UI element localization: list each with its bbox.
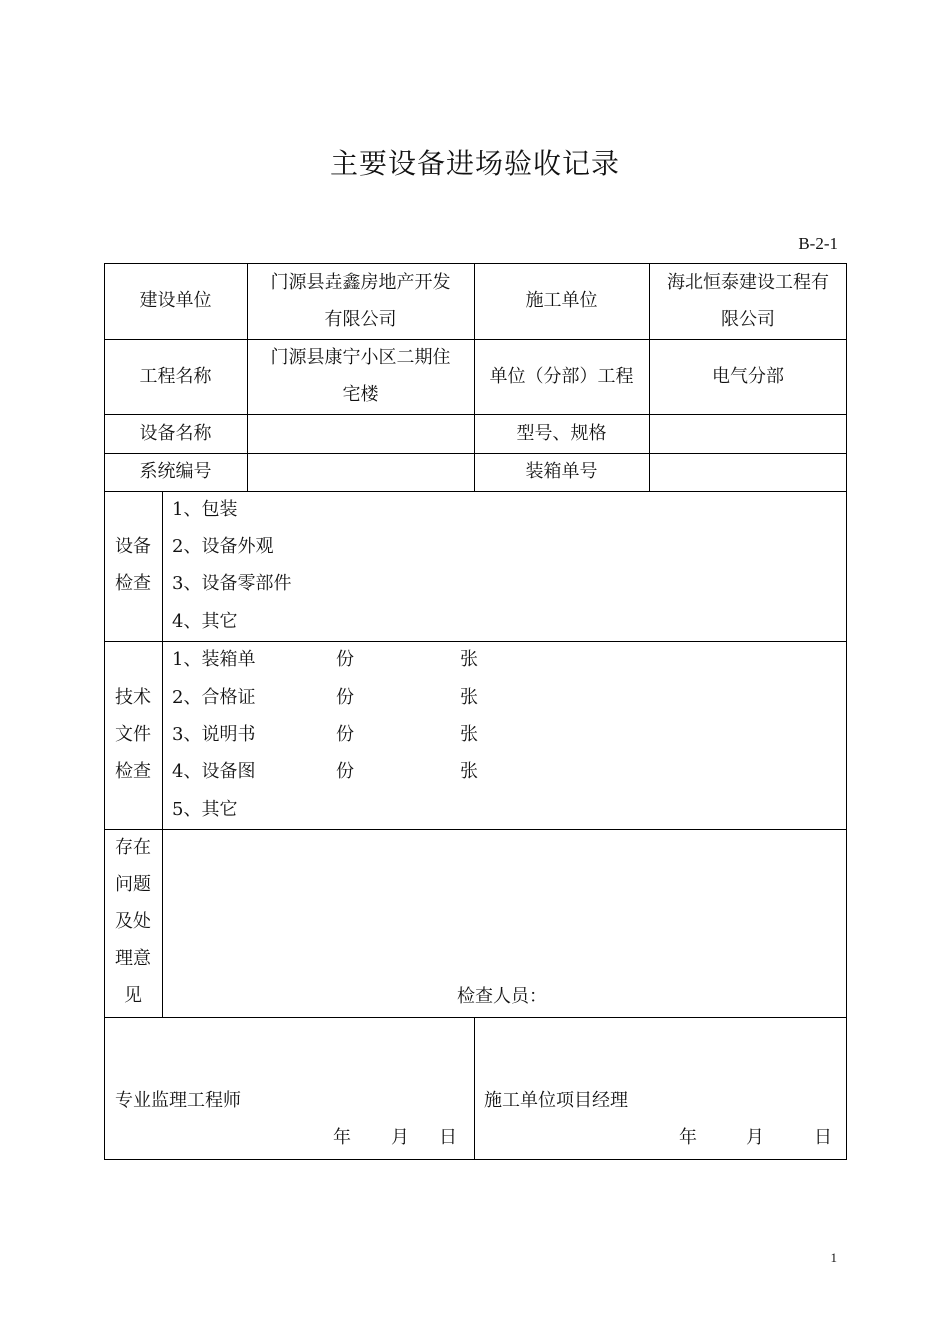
tech-doc-copies-unit: 份 bbox=[336, 724, 354, 745]
left-date-month: 月 bbox=[391, 1127, 409, 1148]
tech-doc-sheets-unit: 张 bbox=[460, 687, 478, 708]
column-divider bbox=[474, 1017, 475, 1160]
page-number: 1 bbox=[830, 1250, 837, 1265]
contractor-value: 海北恒泰建设工程有 限公司 bbox=[667, 272, 829, 330]
tech-doc-copies-unit: 份 bbox=[336, 687, 354, 708]
equipment-check-item: 4、其它 bbox=[172, 611, 238, 632]
construction-unit-label: 建设单位 bbox=[139, 290, 212, 311]
equipment-check-item: 2、设备外观 bbox=[172, 536, 274, 557]
form-code: B-2-1 bbox=[798, 234, 838, 253]
equipment-check-item: 1、包装 bbox=[172, 499, 238, 520]
column-divider bbox=[162, 491, 163, 1017]
construction-unit-value: 门源县垚鑫房地产开发 有限公司 bbox=[270, 272, 451, 330]
equipment-name-label: 设备名称 bbox=[139, 423, 212, 444]
right-date-year: 年 bbox=[679, 1127, 697, 1148]
tech-doc-copies-unit: 份 bbox=[336, 649, 354, 670]
tech-doc-item-name: 1、装箱单 bbox=[172, 649, 256, 670]
sub-project-value: 电气分部 bbox=[712, 366, 784, 387]
tech-doc-sheets-unit: 张 bbox=[460, 649, 478, 670]
tech-doc-item-name: 2、合格证 bbox=[172, 687, 256, 708]
inspector-label: 检查人员： bbox=[457, 986, 547, 1007]
supervising-engineer-label: 专业监理工程师 bbox=[115, 1090, 241, 1111]
tech-doc-copies-unit: 份 bbox=[336, 761, 354, 782]
tech-doc-item-name: 4、设备图 bbox=[172, 761, 256, 782]
tech-doc-item-name: 3、说明书 bbox=[172, 724, 256, 745]
tech-docs-check-label: 技术 文件 检查 bbox=[115, 687, 151, 782]
row-divider bbox=[104, 829, 847, 830]
contractor-label: 施工单位 bbox=[525, 290, 598, 311]
issues-label: 存在 问题 及处 理意 见 bbox=[115, 837, 151, 1006]
document-title: 主要设备进场验收记录 bbox=[329, 147, 620, 180]
sub-project-label: 单位（分部）工程 bbox=[489, 366, 634, 387]
equipment-check-label: 设备 检查 bbox=[115, 536, 151, 594]
equipment-check-item: 3、设备零部件 bbox=[172, 573, 292, 594]
system-number-label: 系统编号 bbox=[139, 461, 212, 482]
project-manager-label: 施工单位项目经理 bbox=[484, 1090, 628, 1111]
row-divider bbox=[104, 339, 847, 340]
tech-doc-sheets-unit: 张 bbox=[460, 724, 478, 745]
packing-list-no-label: 装箱单号 bbox=[525, 461, 598, 482]
left-date-day: 日 bbox=[439, 1127, 457, 1148]
row-divider bbox=[104, 1017, 847, 1018]
left-date-year: 年 bbox=[333, 1127, 351, 1148]
right-date-month: 月 bbox=[746, 1127, 764, 1148]
right-date-day: 日 bbox=[814, 1127, 832, 1148]
tech-doc-sheets-unit: 张 bbox=[460, 761, 478, 782]
project-name-value: 门源县康宁小区二期住 宅楼 bbox=[270, 347, 451, 405]
tech-doc-item-other: 5、其它 bbox=[172, 799, 238, 820]
project-name-label: 工程名称 bbox=[139, 366, 212, 387]
model-spec-label: 型号、规格 bbox=[516, 423, 607, 444]
